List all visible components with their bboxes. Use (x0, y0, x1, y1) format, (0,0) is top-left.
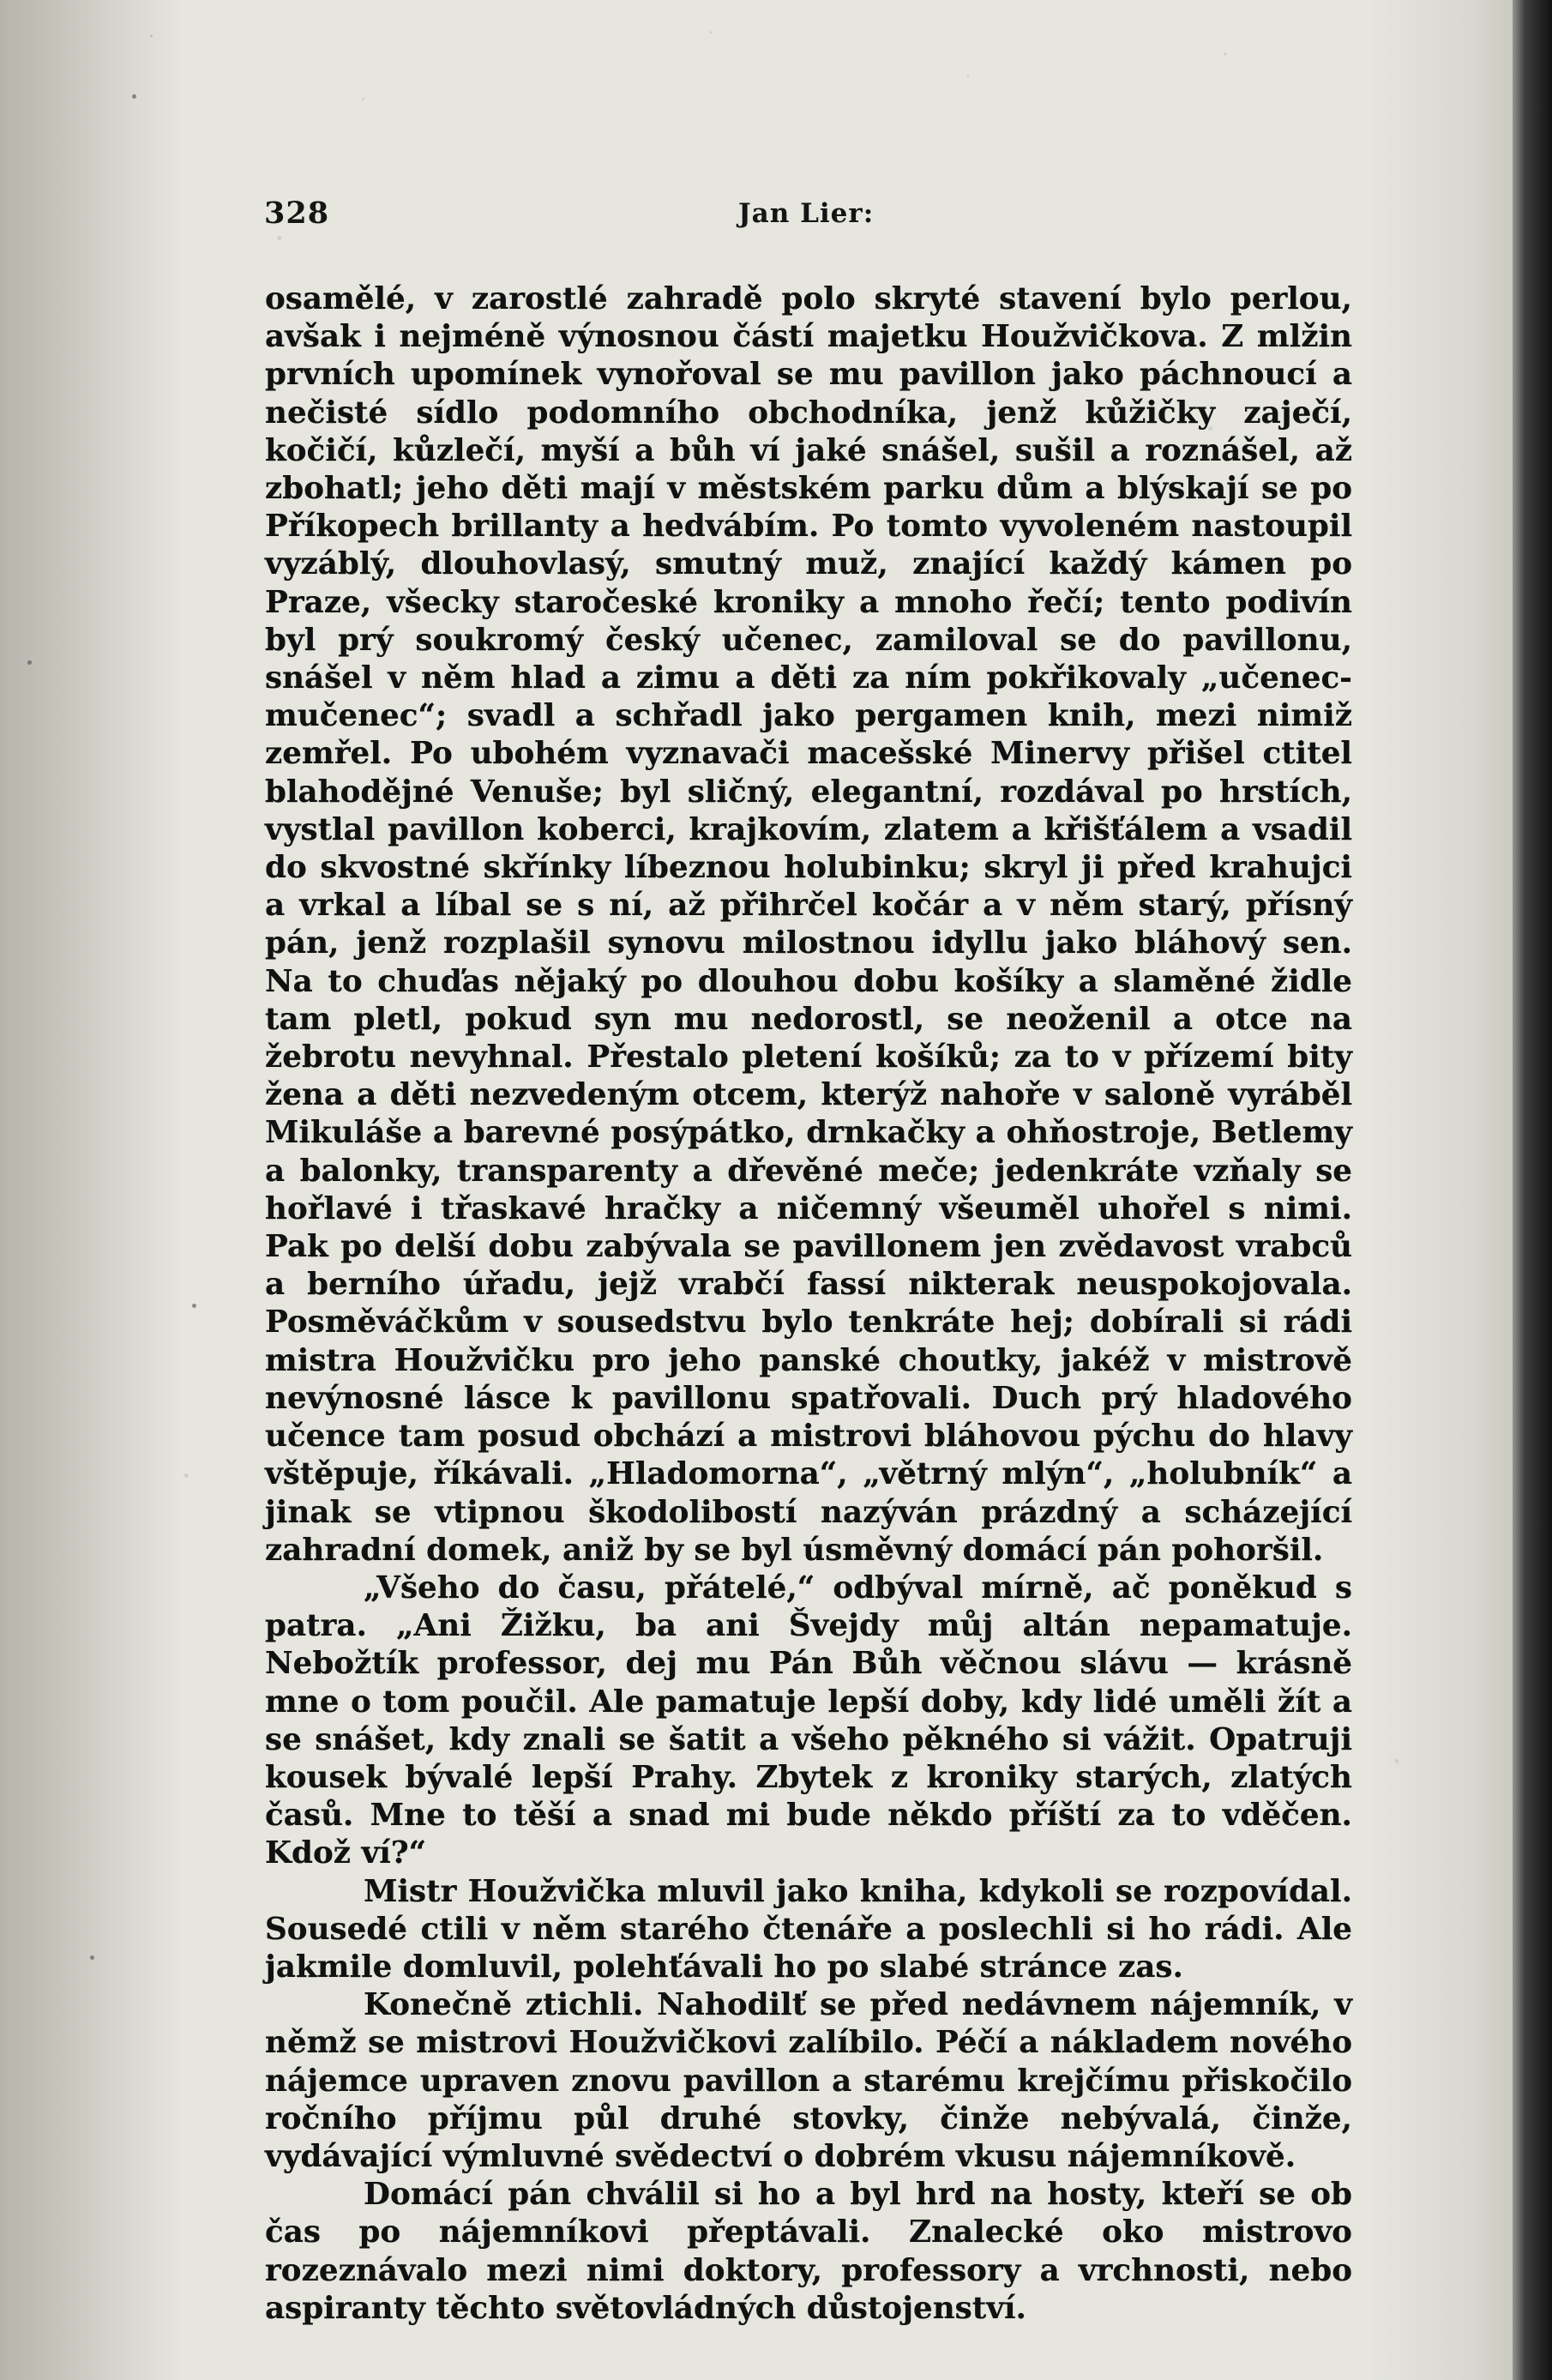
paper-speck (192, 1304, 196, 1308)
paragraph: Mistr Houžvička mluvil jako kniha, kdykoli se rozpovídal. Sousedé ctili v něm starého čtenáře a poslechli si ho rádi. Ale jakmile domluvil, polehťávali ho po slabé stránce zas. (265, 1872, 1352, 1985)
paragraph: Konečně ztichli. Nahodilť se před nedávnem nájemník, v němž se mistrovi Houžvičkovi zalíbilo. Péčí a nákladem nového nájemce upraven znovu pavillon a starému krejčímu přiskočilo ročního příjmu půl druhé stovky, činže nebývalá, činže, vydávající výmluvné svědectví o dobrém vkusu nájemníkově. (265, 1986, 1352, 2174)
paper-speck (132, 94, 136, 99)
paper-speck (27, 660, 32, 665)
page-header (264, 196, 1353, 238)
paragraph: osamělé, v zarostlé zahradě polo skryté stavení bylo perlou, avšak i nejméně výnosnou částí majetku Houžvičkova. Z mlžin prvních upomínek vynořoval se mu pavillon jako páchnoucí a nečisté sídlo podomního obchodníka, jenž kůžičky zaječí, kočičí, kůzlečí, myší a bůh ví jaké snášel, sušil a roznášel, až zbohatl; jeho děti mají v městském parku dům a blýskají se po Příkopech brillanty a hedvábím. Po tomto vyvoleném nastoupil vyzáblý, dlouhovlasý, smutný muž, znající každý kámen po Praze, všecky staročeské kroniky a mnoho řečí; tento podivín byl prý soukromý český učenec, zamiloval se do pavillonu, snášel v něm hlad a zimu a děti za ním pokřikovaly „učenec-mučenec“; svadl a schřadl jako pergamen knih, mezi nimiž zemřel. Po ubohém vyznavači macešské Minervy přišel ctitel blahodějné Venuše; byl sličný, elegantní, rozdával po hrstích, vystlal pavillon koberci, krajkovím, zlatem a křišťálem a vsadil do skvostné skřínky líbeznou holubinku; skryl ji před krahujci a vrkal a líbal se s ní, až přihrčel kočár a v něm starý, přísný pán, jenž rozplašil synovu milostnou idyllu jako bláhový sen. Na to chuďas nějaký po dlouhou dobu košíky a slaměné židle tam pletl, pokud syn mu nedorostl, se neoženil a otce na žebrotu nevyhnal. Přestalo pletení košíků; za to v přízemí bity žena a děti nezvedeným otcem, kterýž nahoře v saloně vyráběl Mikuláše a barevné posýpátko, drnkačky a ohňostroje, Betlemy a balonky, transparenty a dřevěné meče; jedenkráte vzňaly se hořlavé i třaskavé hračky a ničemný všeuměl uhořel s nimi. Pak po delší dobu zabývala se pavillonem jen zvědavost vrabců a berního úřadu, jejž vrabčí fassí nikterak neuspokojovala. Posměváčkům v sousedstvu bylo tenkráte hej; dobírali si rádi mistra Houžvičku pro jeho panské choutky, jakéž v mistrově nevýnosné lásce k pavillonu spatřovali. Duch prý hladového učence tam posud obchází a mistrovi bláhovou pýchu do hlavy vštěpuje, říkávali. „Hladomorna“, „větrný mlýn“, „holubník“ a jinak se vtipnou škodolibostí nazýván prázdný a scházející zahradní domek, aniž by se byl úsměvný domácí pán pohoršil. (265, 280, 1352, 1568)
paragraph: „Všeho do času, přátelé,“ odbýval mírně, ač poněkud s patra. „Ani Žižku, ba ani Švejdy můj altán nepamatuje. Nebožtík professor, dej mu Pán Bůh věčnou slávu — krásně mne o tom poučil. Ale pamatuje lepší doby, kdy lidé uměli žít a se snášet, kdy znali se šatit a všeho pěkného si vážit. Opatruji kousek bývalé lepší Prahy. Zbytek z kroniky starých, zlatých časů. Mne to těší a snad mi bude někdo příští za to vděčen. Kdož ví?“ (265, 1569, 1352, 1871)
page-number: 328 (264, 196, 330, 231)
running-head: Jan Lier: (738, 198, 875, 229)
body-text (265, 280, 1352, 2327)
paper-speck (90, 1955, 94, 1960)
scan-right-edge (1513, 0, 1552, 2380)
paragraph: Domácí pán chválil si ho a byl hrd na hosty, kteří se ob čas po nájemníkovi přeptávali. Znalecké oko mistrovo rozeznávalo mezi nimi doktory, professory a vrchnosti, nebo aspiranty těchto světovládných důstojenství. (265, 2176, 1352, 2326)
page-left-shadow (0, 0, 180, 2380)
top-paper-noise (0, 0, 1513, 180)
